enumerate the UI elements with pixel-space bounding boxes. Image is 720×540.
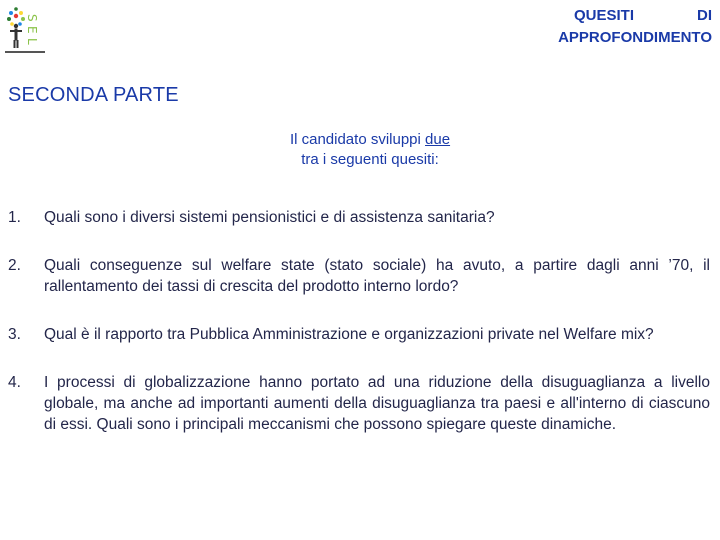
question-number: 3. [8,326,21,343]
question-text: I processi di globalizzazione hanno portato ad una riduzione della disuguaglianza a livello globale, ma anche ad importanti aumenti della disuguaglianza tra paesi e all'interno di ciascuno di essi. Quali sono i principali meccanismi che possono spiegare queste dinamiche. [44,374,710,433]
question-list [8,207,710,462]
question-number: 4. [8,374,21,391]
page-header-title [482,5,712,49]
instruction-line2: tra i seguenti quesiti: [301,151,439,168]
instruction-text [0,130,720,170]
question-text: Quali conseguenze sul welfare state (stato sociale) ha avuto, a partire dagli anni ’70, il rallentamento dei tassi di crescita del prodotto interno lordo? [44,257,710,295]
header-title-word1: QUESITI [574,7,635,24]
header-title-word2: DI [697,7,712,24]
svg-text:E: E [25,26,39,34]
instruction-line1: Il candidato sviluppi [289,131,426,148]
question-text: Qual è il rapporto tra Pubblica Amministrazione e organizzazioni private nel Welfare mix? [44,326,654,343]
figure-icon [10,24,22,48]
question-text: Quali sono i diversi sistemi pensionistici e di assistenza sanitaria? [44,209,495,226]
instruction-underlined-word: due [425,131,451,148]
les-logo [4,4,46,56]
svg-text:L: L [25,38,39,45]
question-item [8,324,710,345]
header-title-line2: APPROFONDIMENTO [558,29,712,46]
question-number: 2. [8,257,21,274]
star-ring-icon [7,7,25,26]
svg-text:S: S [25,14,39,22]
question-item [8,372,710,435]
question-number: 1. [8,209,21,226]
question-item [8,255,710,297]
section-heading: SECONDA PARTE [8,84,179,106]
question-item [8,207,710,228]
